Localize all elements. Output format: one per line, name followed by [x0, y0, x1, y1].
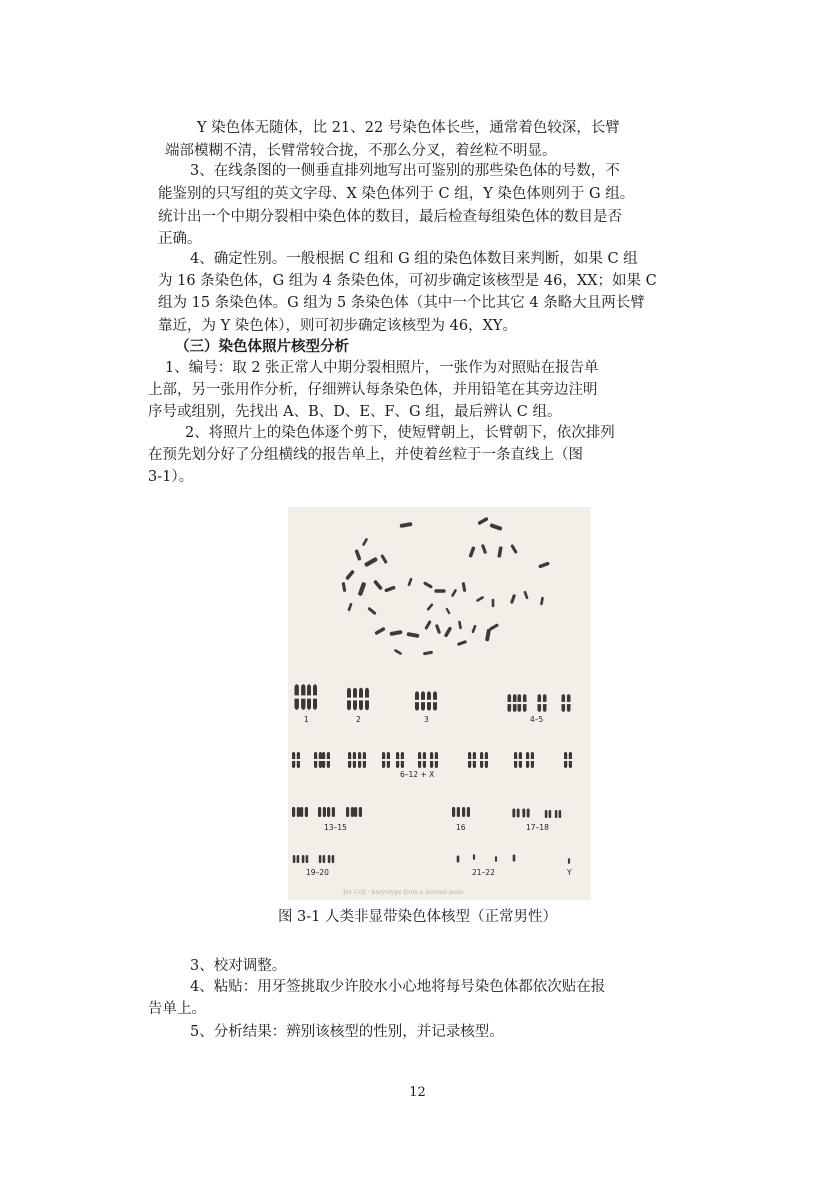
text-line: 1、编号：取 2 张正常人中期分裂相照片，一张作为对照贴在报告单	[165, 360, 599, 376]
karyotype-row-1	[293, 684, 571, 712]
text-line: 4、粘贴：用牙签挑取少许胶水小心地将每号染色体都依次贴在报	[190, 979, 606, 995]
label-4-5: 4–5	[530, 715, 544, 724]
karyotype-figure	[288, 507, 591, 900]
text-line: Y 染色体无随体，比 21、22 号染色体长些，通常着色较深，长臂	[197, 120, 620, 136]
text-line: 统计出一个中期分裂相中染色体的数目，最后检查每组染色体的数目是否	[158, 209, 622, 225]
figure-faint-caption: Jer Cell · karyotype from a normal male	[343, 889, 464, 896]
label-3: 3	[424, 715, 429, 724]
karyotype-image	[288, 507, 591, 900]
metaphase-spread	[342, 517, 550, 656]
label-6-12-x: 6–12 + X	[400, 770, 435, 779]
text-line: 2、将照片上的染色体逐个剪下，使短臂朝上，长臂朝下，依次排列	[185, 425, 615, 441]
text-line: 在预先划分好了分组横线的报告单上，并使着丝粒于一条直线上（图	[148, 447, 583, 463]
page-number: 12	[409, 1085, 426, 1100]
label-13-15: 13–15	[324, 823, 347, 832]
label-2: 2	[356, 715, 361, 724]
text-line: 能鉴别的只写组的英文字母、X 染色体列于 C 组，Y 染色体则列于 G 组。	[158, 186, 635, 202]
text-line: 端部模糊不清，长臂常较合拢，不那么分叉，着丝粒不明显。	[165, 143, 557, 159]
figure-caption: 图 3-1 人类非显带染色体核型（正常男性）	[277, 909, 558, 925]
karyotype-row-3	[292, 807, 561, 818]
text-line: 正确。	[158, 231, 202, 247]
section-heading: （三）染色体照片核型分析	[175, 339, 349, 355]
text-line: 组为 15 条染色体。G 组为 5 条染色体（其中一个比其它 4 条略大且两长臂	[158, 295, 645, 311]
label-16: 16	[456, 823, 466, 832]
karyotype-row-2	[291, 752, 573, 768]
text-line: 3、在线条图的一侧垂直排列地写出可鉴别的那些染色体的号数，不	[190, 163, 620, 179]
text-line: 序号或组别，先找出 A、B、D、E、F、G 组，最后辨认 C 组。	[148, 404, 562, 420]
text-line: 上部，另一张用作分析，仔细辨认每条染色体，并用铅笔在其旁边注明	[148, 382, 598, 398]
label-19-20: 19–20	[306, 868, 329, 877]
text-line: 5、分析结果：辨别该核型的性别，并记录核型。	[190, 1024, 504, 1040]
text-line: 4、确定性别。一般根据 C 组和 G 组的染色体数目来判断，如果 C 组	[190, 251, 638, 267]
label-y: Y	[567, 868, 572, 877]
karyotype-row-4	[293, 854, 570, 864]
text-line: 为 16 条染色体，G 组为 4 条染色体，可初步确定该核型是 46，XX；如果 C	[158, 273, 657, 289]
text-line: 靠近，为 Y 染色体），则可初步确定该核型为 46，XY。	[158, 318, 517, 334]
label-17-18: 17–18	[526, 823, 549, 832]
text-line: 告单上。	[148, 1001, 206, 1017]
text-line: 3、校对调整。	[190, 958, 287, 974]
text-line: 3-1）。	[148, 469, 194, 485]
label-1: 1	[304, 715, 309, 724]
label-21-22: 21–22	[472, 868, 495, 877]
